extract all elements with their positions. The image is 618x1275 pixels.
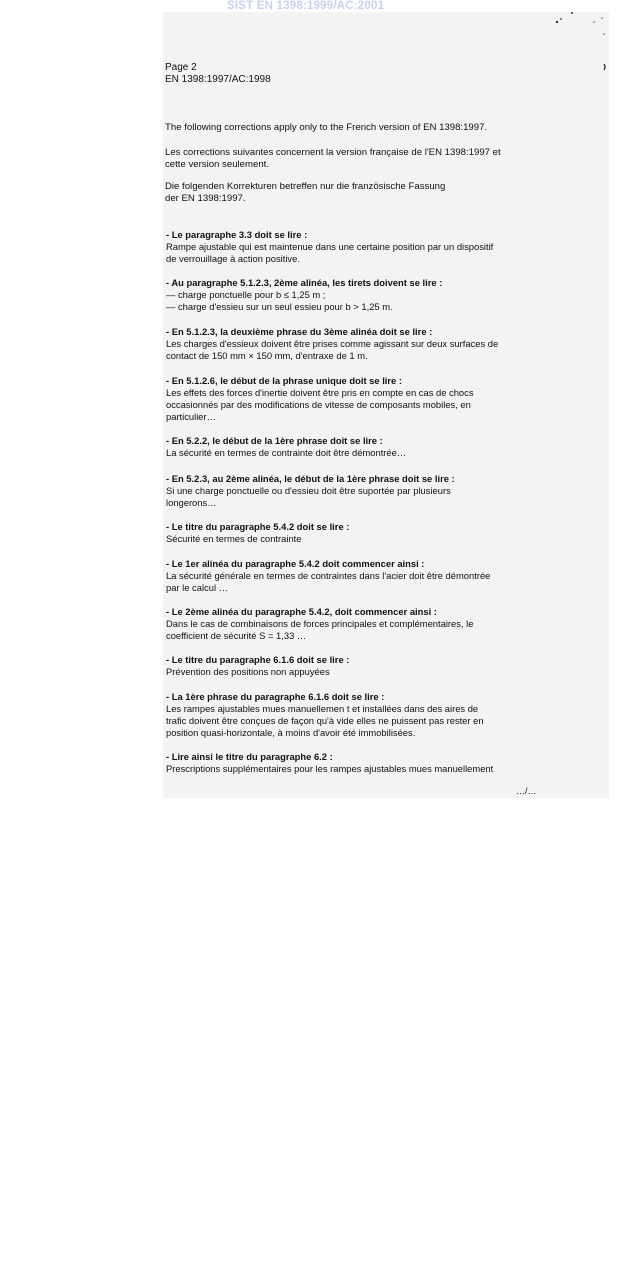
page-number: Page 2 xyxy=(165,62,197,73)
correction-heading: - En 5.1.2.6, le début de la phrase unique doit se lire : xyxy=(166,375,402,386)
correction-heading: - En 5.1.2.3, la deuxième phrase du 3ème alinéa doit se lire : xyxy=(166,326,433,337)
correction-text: Prescriptions supplémentaires pour les rampes ajustables mues manuellement xyxy=(166,763,494,774)
correction-heading: - En 5.2.3, au 2ème alinéa, le début de la 1ère phrase doit se lire : xyxy=(166,473,455,484)
correction-text: Rampe ajustable qui est maintenue dans une certaine position par un dispositif xyxy=(166,241,494,252)
page-header xyxy=(165,62,271,86)
correction-3-3 xyxy=(166,229,546,265)
text-line: Die folgenden Korrekturen betreffen nur die französische Fassung xyxy=(165,181,446,192)
correction-text: La sécurité générale en termes de contraintes dans l'acier doit être démontrée xyxy=(166,570,491,581)
correction-heading: - Le 1er alinéa du paragraphe 5.4.2 doit commencer ainsi : xyxy=(166,558,425,569)
correction-6-1-6-sentence xyxy=(166,691,546,739)
correction-text: Prévention des positions non appuyées xyxy=(166,666,330,677)
continuation-marker: …/… xyxy=(516,786,537,796)
correction-text: Les rampes ajustables mues manuellemen t et installées dans des aires de xyxy=(166,703,479,714)
correction-text: contact de 150 mm × 150 mm, d'entraxe de 1 m. xyxy=(166,350,368,361)
standard-reference: EN 1398:1997/AC:1998 xyxy=(165,74,271,85)
correction-heading: - Le titre du paragraphe 6.1.6 doit se lire : xyxy=(166,654,350,665)
correction-text: Les charges d'essieux doivent être prises comme agissant sur deux surfaces de xyxy=(166,338,499,349)
text-line: der EN 1398:1997. xyxy=(165,193,246,204)
text-line: cette version seulement. xyxy=(165,159,269,170)
correction-text: de verrouillage à action positive. xyxy=(166,253,300,264)
correction-5-1-2-6 xyxy=(166,375,546,423)
correction-heading: - Le paragraphe 3.3 doit se lire : xyxy=(166,229,308,240)
correction-text: La sécurité en termes de contrainte doit être démontrée… xyxy=(166,447,407,458)
correction-5-2-2 xyxy=(166,435,546,459)
text-line: Les corrections suivantes concernent la version française de l'EN 1398:1997 et xyxy=(165,147,501,158)
correction-5-4-2-first xyxy=(166,558,546,594)
correction-text: trafic doivent être conçues de façon qu'à vide elles ne puissent pas rester en xyxy=(166,715,484,726)
correction-heading: - Lire ainsi le titre du paragraphe 6.2 : xyxy=(166,751,333,762)
correction-heading: - La 1ère phrase du paragraphe 6.1.6 doit se lire : xyxy=(166,691,385,702)
correction-text: Si une charge ponctuelle ou d'essieu doit être suportée par plusieurs xyxy=(166,485,451,496)
correction-text: position quasi-horizontale, à moins d'avoir été immobilisées. xyxy=(166,727,416,738)
correction-heading: - En 5.2.2, le début de la 1ère phrase doit se lire : xyxy=(166,435,383,446)
correction-text: — charge d'essieu sur un seul essieu pour b > 1,25 m. xyxy=(166,301,393,312)
correction-heading: - Le titre du paragraphe 5.4.2 doit se lire : xyxy=(166,521,350,532)
correction-heading: - Au paragraphe 5.1.2.3, 2ème alinéa, les tirets doivent se lire : xyxy=(166,277,443,288)
correction-5-2-3 xyxy=(166,473,546,509)
correction-text: coefficient de sécurité S = 1,33 … xyxy=(166,630,307,641)
correction-5-1-2-3-sentence xyxy=(166,326,546,362)
correction-text: par le calcul … xyxy=(166,582,229,593)
correction-text: — charge ponctuelle pour b ≤ 1,25 m ; xyxy=(166,289,326,300)
correction-text: Dans le cas de combinaisons de forces principales et complémentaires, le xyxy=(166,618,474,629)
intro-french xyxy=(165,147,545,171)
intro-english xyxy=(165,122,545,134)
correction-heading: - Le 2ème alinéa du paragraphe 5.4.2, doit commencer ainsi : xyxy=(166,606,437,617)
correction-text: particulier… xyxy=(166,411,217,422)
text-line: The following corrections apply only to the French version of EN 1398:1997. xyxy=(165,122,488,133)
correction-6-2-title xyxy=(166,751,546,775)
correction-text: longerons… xyxy=(166,497,217,508)
correction-text: Sécurité en termes de contrainte xyxy=(166,533,302,544)
correction-6-1-6-title xyxy=(166,654,546,678)
correction-text: occasionnés par des modifications de vitesse de composants mobiles, en xyxy=(166,399,471,410)
watermark: SIST EN 1398:1999/AC:2001 xyxy=(227,0,385,12)
correction-5-1-2-3-dashes xyxy=(166,277,546,313)
intro-german xyxy=(165,181,545,205)
correction-text: Les effets des forces d'inertie doivent être pris en compte en cas de chocs xyxy=(166,387,474,398)
scan-specks xyxy=(0,0,618,120)
correction-5-4-2-second xyxy=(166,606,546,642)
correction-5-4-2-title xyxy=(166,521,546,545)
